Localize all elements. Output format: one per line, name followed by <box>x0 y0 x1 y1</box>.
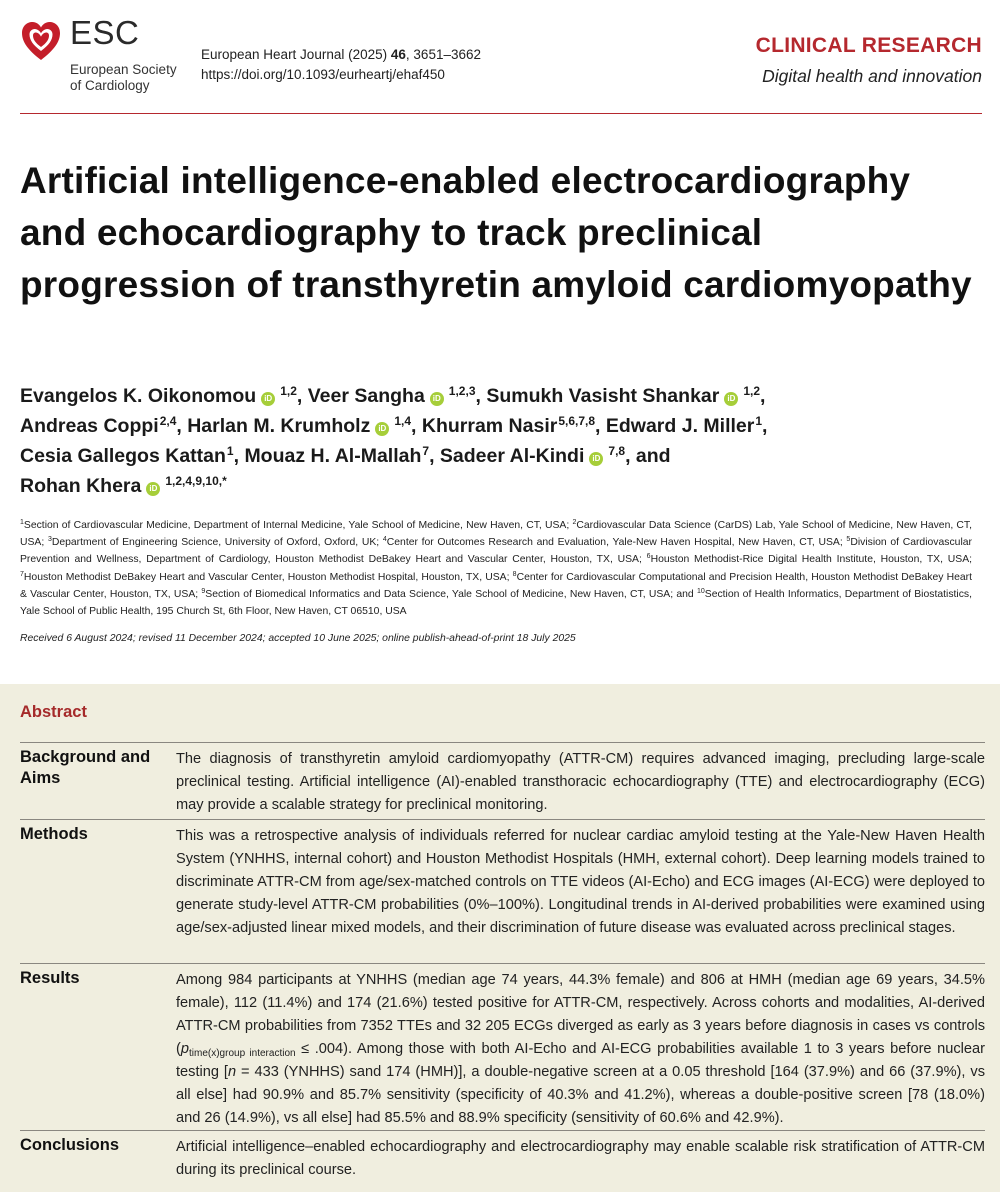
affiliation-text: Section of Health Informatics, Department of Biostatistics, Yale School of Public Health, 195 Church St, 6th Floor, New Haven, CT 06510, USA <box>20 588 972 618</box>
affiliation-number: 7 <box>20 570 24 578</box>
orcid-icon[interactable]: iD <box>430 392 444 406</box>
section-text-background: The diagnosis of transthyretin amyloid cardiomyopathy (ATTR-CM) requires advanced imaging, precluding large-scale preclinical testing. Artificial intelligence (AI)-enabled transthoracic echocardiography (TTE) and electrocardiography (ECG) may provide a scalable strategy for preclinical monitoring. <box>176 751 985 813</box>
affiliation-text: Houston Methodist DeBakey Heart and Vascular Center, Houston Methodist Hospital, Houston, TX, USA; <box>23 571 510 583</box>
author-name: Andreas Coppi <box>20 415 159 437</box>
affiliation-number: 3 <box>47 536 52 544</box>
author-affiliation-numbers: 5,6,7,8 <box>558 414 596 428</box>
author <box>187 415 411 437</box>
author-affiliation-numbers: 1,4 <box>394 414 412 428</box>
society-name: European Society of Cardiology <box>70 62 177 93</box>
author <box>20 415 176 437</box>
affiliations <box>20 517 972 620</box>
abstract-section-conclusions <box>20 1130 985 1191</box>
affiliation-number: 5 <box>846 536 851 544</box>
author-name: Harlan M. Krumholz <box>187 415 371 437</box>
affiliation-number: 10 <box>696 587 705 595</box>
author-affiliation-numbers: 1 <box>226 444 234 458</box>
abstract-heading: Abstract <box>20 703 87 721</box>
section-label: CLINICAL RESEARCH <box>755 34 982 57</box>
section-text-conclusions: Artificial intelligence–enabled echocardiography and electrocardiography may enable scalable risk stratification of ATTR-CM during its preclinical course. <box>176 1139 985 1178</box>
author-affiliation-numbers: 1,2,3 <box>448 384 476 398</box>
author <box>440 445 625 467</box>
section-label-methods: Methods <box>20 825 88 843</box>
esc-logo <box>20 14 195 98</box>
affiliation-number: 2 <box>572 519 577 526</box>
received-dates: Received 6 August 2024; revised 11 December 2024; accepted 10 June 2025; online publish-ahead-of-print 18 July 2025 <box>20 633 576 644</box>
author-affiliation-numbers: 7,8 <box>608 444 626 458</box>
author-name: Evangelos K. Oikonomou <box>20 385 257 407</box>
affiliation-text: Center for Outcomes Research and Evaluation, Yale-New Haven Hospital, New Haven, CT, USA; <box>386 537 843 549</box>
author-name: Cesia Gallegos Kattan <box>20 445 226 467</box>
section-text-results: Among 984 participants at YNHHS (median age 74 years, 44.3% female) and 806 at HMH (median age 69 years, 34.5% female), 112 (11.4%) and 174 (21.6%) tested positive for ATTR-CM, respectively. Across cohorts and modalities, AI-derived ATTR-CM probabilities from 7352 TTEs and 32 205 ECGs diverged as early as 3 years before diagnosis in cases vs controls $(p_{time(x)group interaction} \le .004)$. Among those with both AI-Echo and AI-ECG probabilities available 1 to 3 years before nuclear testing [n = 433 (YNHHS) sand 174 (HMH)], a double-negative screen at a 0.05 threshold [164 (37.9%) and 66 (37.9%), vs all else] had 90.9% and 85.7% sensitivity (specificity of 40.3% and 41.2%), whereas a double-positive screen [78 (18.0%) and 26 (14.9%), vs all else] had 85.5% and 88.9% specificity (sensitivity of 60.6% and 42.9%). <box>176 972 985 1126</box>
abstract-section-background <box>20 742 985 815</box>
abstract-section-methods <box>20 819 985 960</box>
author-name: Sadeer Al-Kindi <box>439 445 585 467</box>
doi-link[interactable]: https://doi.org/10.1093/eurheartj/ehaf450 <box>201 67 445 82</box>
author-name: Edward J. Miller <box>605 415 755 437</box>
author <box>422 415 595 437</box>
author-name: Mouaz H. Al-Mallah <box>244 445 422 467</box>
section-label-background: Background and Aims <box>20 748 151 787</box>
affiliation-number: 4 <box>382 536 387 544</box>
author-affiliation-numbers: 1,2,4,9,10,* <box>165 474 227 488</box>
author-affiliation-numbers: 1 <box>755 414 763 428</box>
author-name: Rohan Khera <box>20 475 142 497</box>
orcid-icon[interactable]: iD <box>724 392 738 406</box>
affiliation-number: 9 <box>201 587 206 595</box>
affiliation-text: Department of Engineering Science, University of Oxford, Oxford, UK; <box>51 537 380 549</box>
orcid-icon[interactable]: iD <box>589 452 603 466</box>
author-name: Veer Sangha <box>307 385 425 407</box>
author-list: Evangelos K. Oikonomou iD$^{1,2}$, Veer Sangha iD$^{1,2,3}$, Sumukh Vasisht Shankar iD$^{1,2}$, Andreas Coppi$^{2,4}$, Harlan M. Krumholz iD$^{1,4}$, Khurram Nasir$^{5,6,7,8}$, Edward J. Miller$^1$, Cesia Gallegos Kattan$^1$, Mouaz H. Al-Mallah$^7$, Sadeer Al-Kindi iD$^{7,8}$, and Rohan Khera $iD^{1,2,4,9,10,*}$ <box>20 384 768 497</box>
author <box>20 445 234 467</box>
abstract-section-results <box>20 963 985 1127</box>
article-title: Artificial intelligence-enabled electrocardiography and echocardiography to track preclinical progression of transthyretin amyloid cardiomyopathy <box>20 160 972 305</box>
author-affiliation-numbers: 2,4 <box>159 414 177 428</box>
affiliation-number: 8 <box>512 570 517 578</box>
author <box>308 385 476 407</box>
author <box>244 445 429 467</box>
author <box>486 385 760 407</box>
heart-logo-icon <box>20 20 62 64</box>
author <box>20 385 297 407</box>
author <box>606 415 762 437</box>
orcid-icon[interactable]: iD <box>146 482 160 496</box>
subsection-label: Digital health and innovation <box>762 66 982 86</box>
header-divider <box>20 113 982 114</box>
journal-name: European Heart Journal (2025) <box>201 47 388 62</box>
affiliation-text: Section of Cardiovascular Medicine, Department of Internal Medicine, Yale School of Medicine, New Haven, CT, USA; <box>23 520 570 531</box>
journal-pages: , 3651–3662 <box>405 47 481 62</box>
affiliation-number: 6 <box>646 553 651 561</box>
section-text-methods: This was a retrospective analysis of individuals referred for nuclear cardiac amyloid testing at the Yale-New Haven Health System (YNHHS, internal cohort) and Houston Methodist Hospitals (HMH, external cohort). Deep learning models trained to discriminate ATTR-CM from age/sex-matched controls on TTE videos (AI-Echo) and ECG images (AI-ECG) were deployed to generate study-level ATTR-CM probabilities (0%–100%). Longitudinal trends in AI-derived probabilities were examined using age/sex-adjusted linear mixed models, and their discrimination of future disease was evaluated across preclinical stages. <box>176 828 985 936</box>
section-label-conclusions: Conclusions <box>20 1136 120 1154</box>
affiliation-text: Section of Biomedical Informatics and Data Science, Yale School of Medicine, New Haven, CT, USA; and <box>205 588 694 600</box>
affiliation-text: Cardiovascular Data Science (CarDS) Lab, Yale School of Medicine, New Haven, CT, USA; <box>20 520 973 549</box>
affiliation-text: Center for Cardiovascular Computational and Precision Health, Houston Methodist DeBakey Heart & Vascular Center, Houston, TX, USA; <box>20 571 973 600</box>
journal-citation <box>201 45 481 85</box>
author-affiliation-numbers: 1,2 <box>280 384 297 398</box>
author <box>20 475 227 497</box>
author-name: Khurram Nasir <box>421 415 558 437</box>
esc-wordmark: ESC <box>70 14 140 51</box>
author-name: Sumukh Vasisht Shankar <box>486 385 720 407</box>
affiliation-text: Division of Cardiovascular Prevention and Wellness, Department of Cardiology, Houston Methodist DeBakey Heart and Vascular Center, Houston, TX, USA; <box>20 537 972 566</box>
orcid-icon[interactable]: iD <box>375 422 389 436</box>
affiliation-number: 1 <box>20 519 24 526</box>
affiliation-text: Houston Methodist-Rice Digital Health Institute, Houston, TX, USA; <box>650 554 973 566</box>
section-label-results: Results <box>20 969 80 987</box>
author-affiliation-numbers: 7 <box>422 444 430 458</box>
orcid-icon[interactable]: iD <box>261 392 275 406</box>
author-affiliation-numbers: 1,2 <box>743 384 761 398</box>
journal-volume: 46 <box>390 47 406 62</box>
